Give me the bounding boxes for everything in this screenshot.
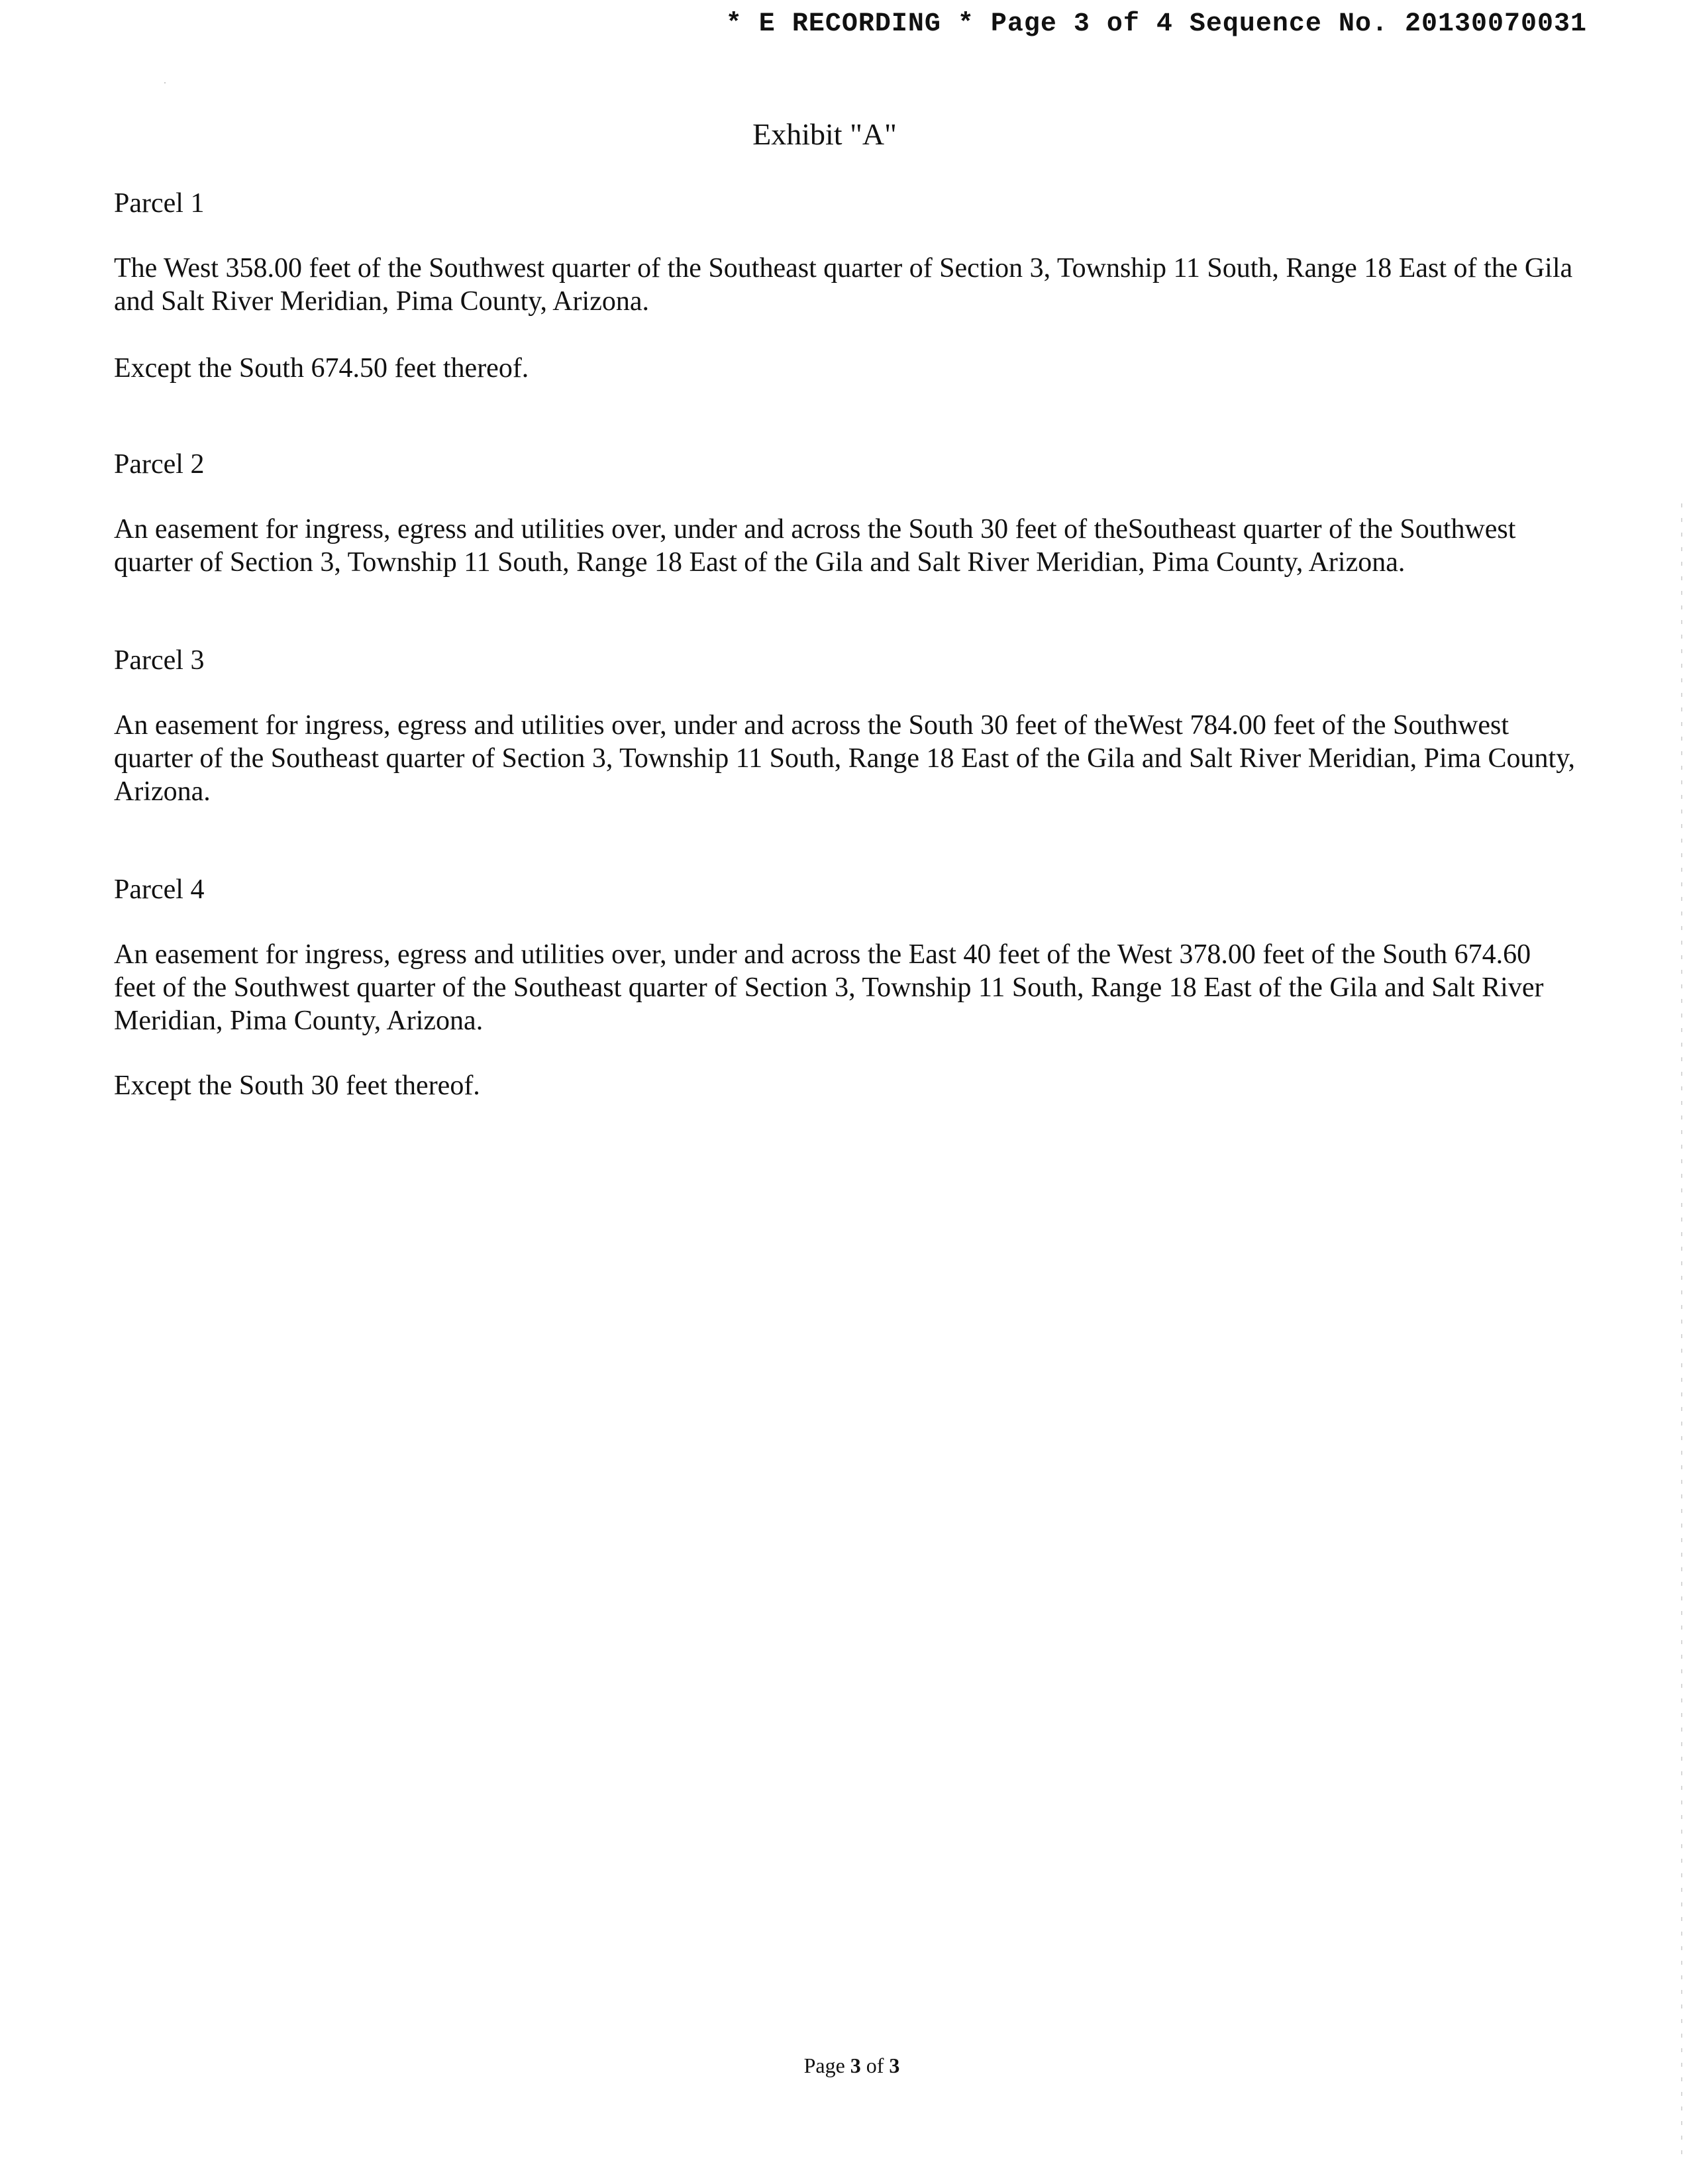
- exhibit-title: Exhibit "A": [752, 117, 897, 151]
- parcel-1-description: The West 358.00 feet of the Southwest quarter of the Southeast quarter of Section 3, Township 11 South, Range 18 East of the Gila and Salt River Meridian, Pima County, Arizona.: [114, 253, 1573, 317]
- page-number-footer: [0, 2054, 1685, 2078]
- recording-header: * E RECORDING * Page 3 of 4 Sequence No. 20130070031: [725, 9, 1587, 39]
- parcel-3-description: An easement for ingress, egress and utilities over, under and across the South 30 feet of theWest 784.00 feet of the Southwest quarter of the Southeast quarter of Section 3, Township 11 South, Range 18 East of the Gila and Salt River Meridian, Pima County, Arizona.: [114, 710, 1575, 807]
- parcel-1-heading: Parcel 1: [114, 188, 205, 219]
- parcel-2-heading: Parcel 2: [114, 449, 205, 480]
- scan-artifact: [164, 82, 166, 83]
- footer-total-pages: 3: [889, 2054, 900, 2077]
- footer-prefix: Page: [803, 2054, 845, 2077]
- parcel-4-heading: Parcel 4: [114, 874, 205, 905]
- parcel-4-exception: Except the South 30 feet thereof.: [114, 1070, 480, 1101]
- parcel-2-description: An easement for ingress, egress and utilities over, under and across the South 30 feet of theSoutheast quarter of the Southwest quarter of Section 3, Township 11 South, Range 18 East of the Gila and Salt River Meridian, Pima County, Arizona.: [114, 514, 1516, 578]
- parcel-4-description: An easement for ingress, egress and utilities over, under and across the East 40 feet of the West 378.00 feet of the South 674.60 feet of the Southwest quarter of the Southeast quarter of Section 3, Township 11 South, Range 18 East of the Gila and Salt River Meridian, Pima County, Arizona.: [114, 939, 1544, 1036]
- footer-current-page: 3: [850, 2054, 861, 2077]
- scan-edge-artifact: [1681, 503, 1682, 2159]
- parcel-3-heading: Parcel 3: [114, 645, 205, 676]
- parcel-1-exception: Except the South 674.50 feet thereof.: [114, 353, 529, 384]
- footer-of: of: [866, 2054, 884, 2077]
